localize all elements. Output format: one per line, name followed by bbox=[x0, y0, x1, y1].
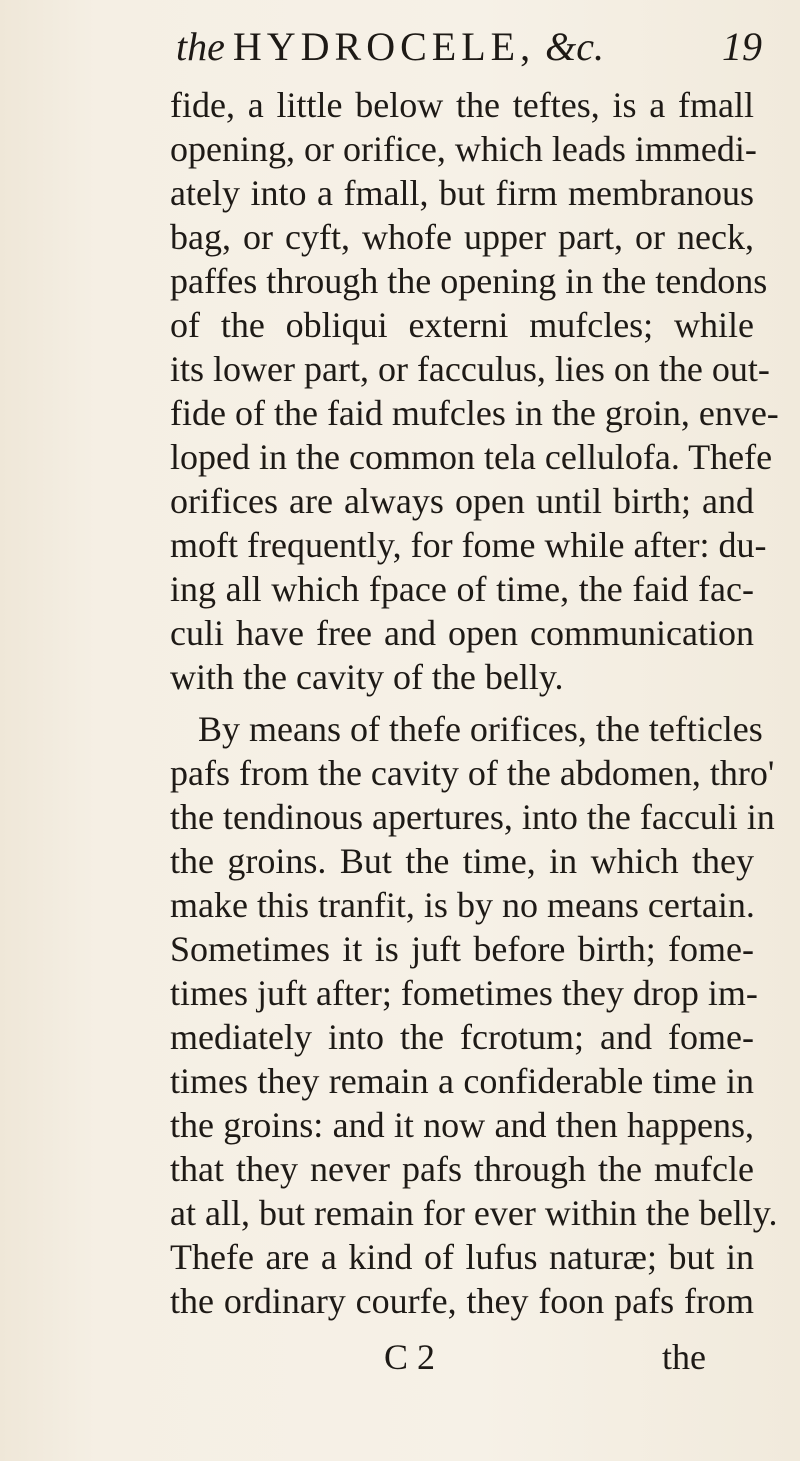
running-head bbox=[176, 22, 604, 72]
text-line: times juft after; fometimes they drop im- bbox=[170, 973, 758, 1013]
text-line: fide, a little below the teftes, is a fmall bbox=[170, 85, 754, 125]
text-line: pafs from the cavity of the abdomen, thro' bbox=[170, 753, 775, 793]
text-line: the tendinous apertures, into the facculi in bbox=[170, 797, 775, 837]
text-line: opening, or orifice, which leads immedi- bbox=[170, 129, 757, 169]
text-line: the groins: and it now and then happens, bbox=[170, 1105, 754, 1145]
signature-mark: C 2 bbox=[384, 1337, 436, 1377]
text-line: its lower part, or facculus, lies on the out- bbox=[170, 349, 770, 389]
text-line: culi have free and open communication bbox=[170, 613, 754, 653]
text-line: loped in the common tela cellulofa. Thefe bbox=[170, 437, 773, 477]
text-line: Thefe are a kind of lufus naturæ; but in bbox=[170, 1237, 754, 1277]
running-head-prefix: the bbox=[176, 24, 225, 69]
text-line: the ordinary courfe, they foon pafs from bbox=[170, 1281, 754, 1321]
text-line: By means of thefe orifices, the tefticles bbox=[198, 709, 763, 749]
text-line: bag, or cyft, whofe upper part, or neck, bbox=[170, 217, 754, 257]
page-number: 19 bbox=[722, 24, 762, 69]
text-line: with the cavity of the belly. bbox=[170, 657, 564, 697]
text-line: moft frequently, for fome while after: du- bbox=[170, 525, 767, 565]
text-line: paffes through the opening in the tendons bbox=[170, 261, 768, 301]
running-head-suffix: &c. bbox=[545, 24, 604, 69]
text-line: make this tranfit, is by no means certain. bbox=[170, 885, 755, 925]
text-line: mediately into the fcrotum; and fome- bbox=[170, 1017, 754, 1057]
text-line: Sometimes it is juft before birth; fome- bbox=[170, 929, 754, 969]
text-line: ing all which fpace of time, the faid fac- bbox=[170, 569, 754, 609]
text-line: times they remain a confiderable time in bbox=[170, 1061, 754, 1101]
catchword: the bbox=[662, 1337, 706, 1377]
running-head-title: HYDROCELE, bbox=[232, 24, 536, 69]
text-line: at all, but remain for ever within the belly. bbox=[170, 1193, 778, 1233]
text-line: fide of the faid mufcles in the groin, enve- bbox=[170, 393, 779, 433]
page-header bbox=[0, 22, 800, 72]
text-line: orifices are always open until birth; and bbox=[170, 481, 754, 521]
text-line: of the obliqui externi mufcles; while bbox=[170, 305, 754, 345]
text-line: the groins. But the time, in which they bbox=[170, 841, 754, 881]
text-line: that they never pafs through the mufcle bbox=[170, 1149, 754, 1189]
text-line: ately into a fmall, but firm membranous bbox=[170, 173, 754, 213]
